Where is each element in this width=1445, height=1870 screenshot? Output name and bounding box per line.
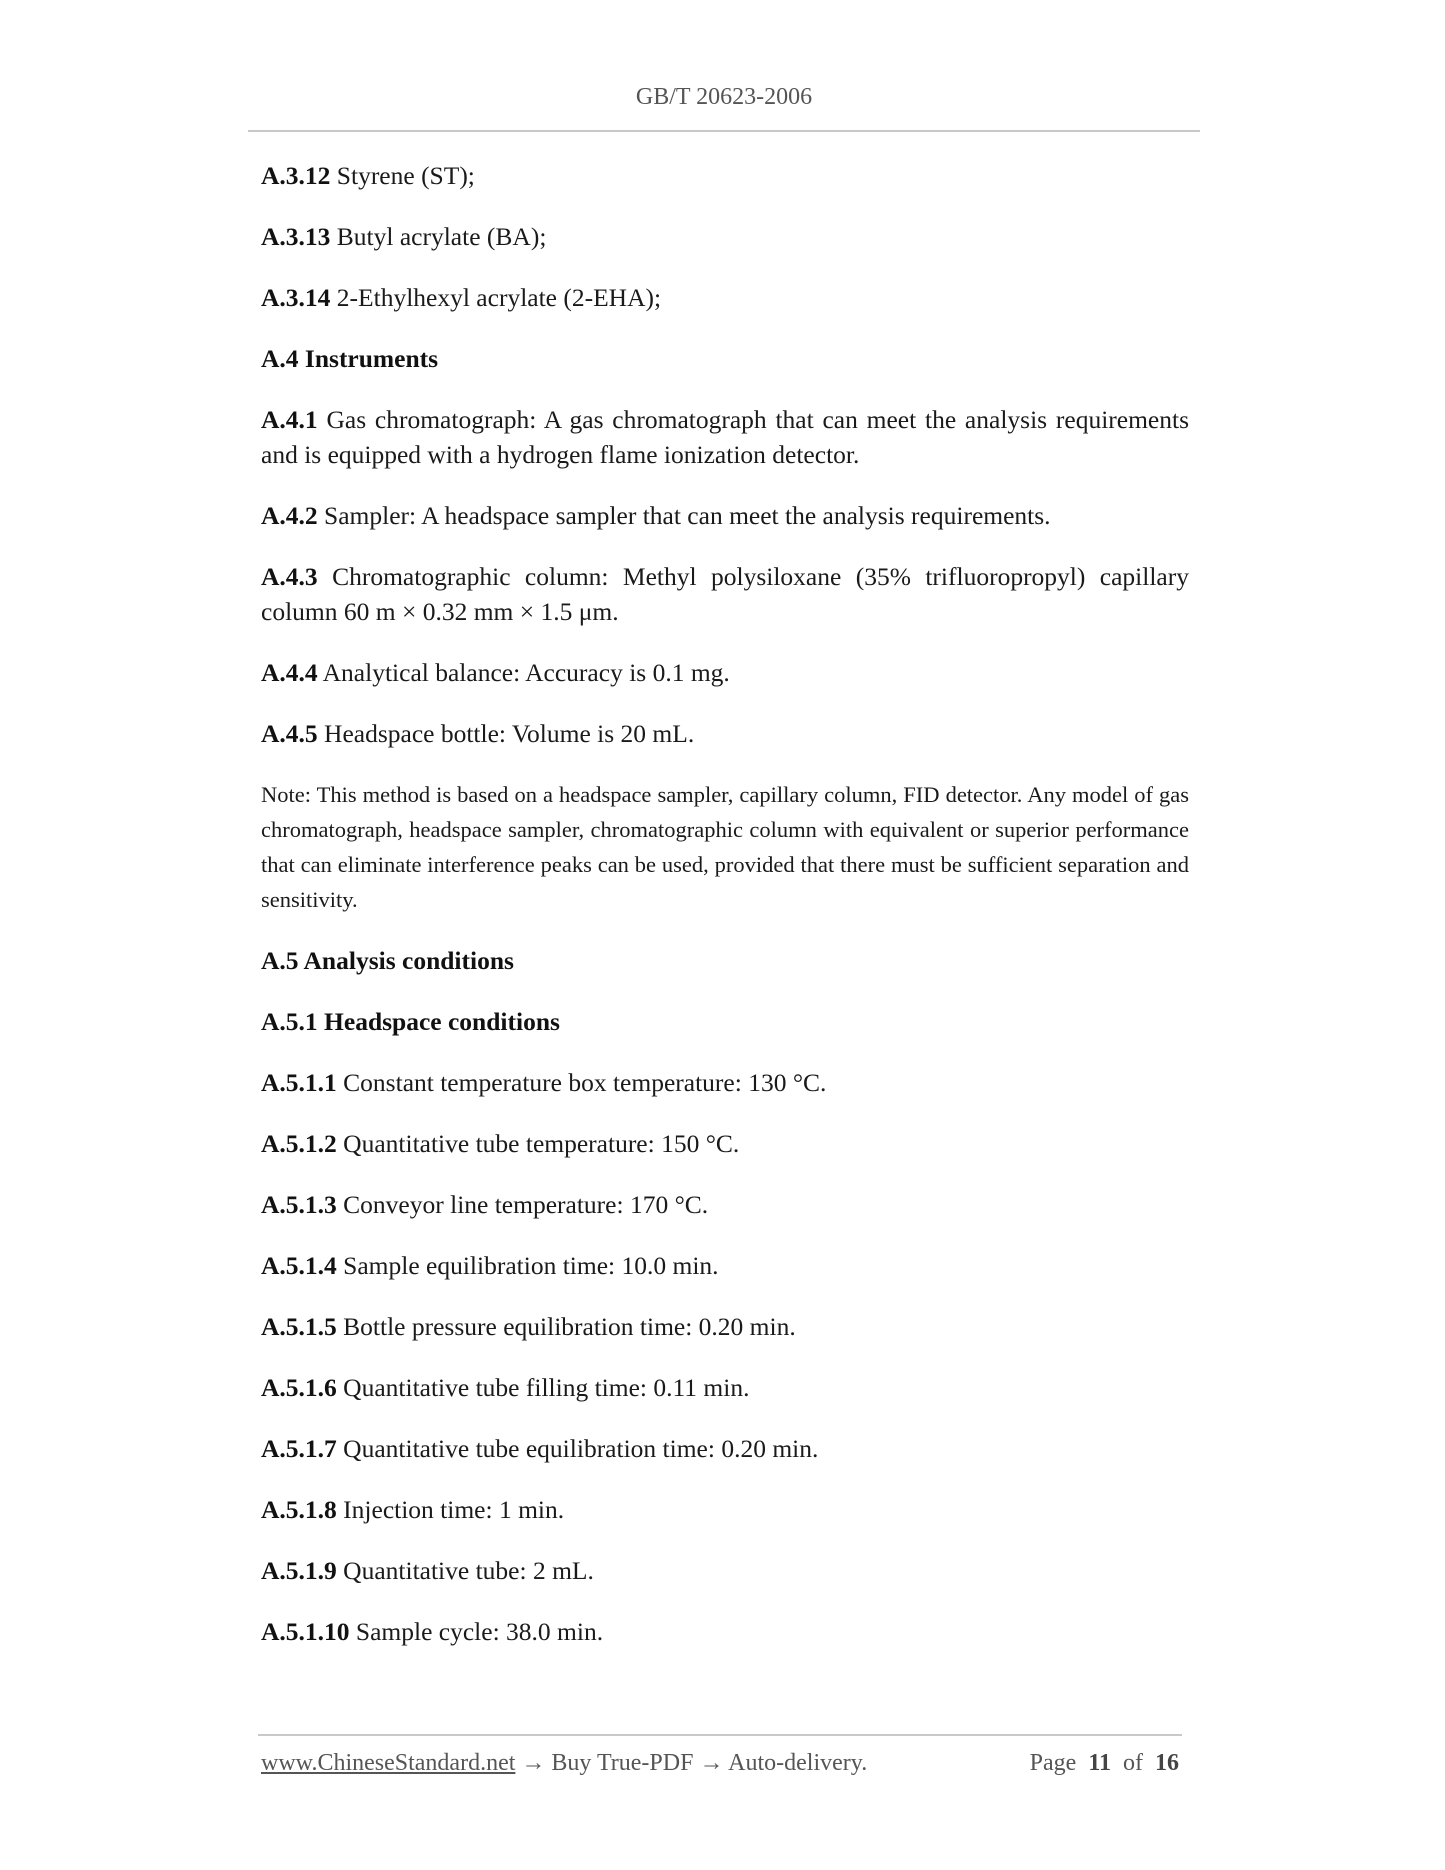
clause-number: A.3.12: [261, 161, 331, 190]
clause-number: A.5.1.1: [261, 1068, 337, 1097]
section-heading-a-5: [261, 943, 1189, 978]
clause-a-5-1-3: [261, 1187, 1189, 1222]
section-heading: A.5 Analysis conditions: [261, 946, 514, 975]
section-heading-a-4: [261, 341, 1189, 376]
clause-text: Quantitative tube temperature: 150 °C.: [336, 1129, 740, 1158]
clause-text: Analytical balance: Accuracy is 0.1 mg.: [317, 658, 730, 687]
page-number: [1030, 1750, 1179, 1777]
clause-a-3-14: [261, 280, 1189, 315]
footer-divider: [258, 1734, 1182, 1736]
clause-number: A.4.3: [261, 562, 318, 591]
clause-text: Sampler: A headspace sampler that can meet the analysis requirements.: [317, 501, 1051, 530]
buy-true-pdf-text: Buy True-PDF: [551, 1750, 694, 1776]
clause-a-5-1-7: [261, 1431, 1189, 1466]
clause-text: Constant temperature box temperature: 130 °C.: [336, 1068, 827, 1097]
arrow-right-icon: →: [521, 1750, 546, 1776]
clause-text: Styrene (ST);: [330, 161, 475, 190]
clause-a-4-5: [261, 716, 1189, 751]
clause-text: Sample equilibration time: 10.0 min.: [336, 1251, 719, 1280]
clause-a-5-1-2: [261, 1126, 1189, 1161]
clause-text: Injection time: 1 min.: [336, 1495, 565, 1524]
clause-a-3-13: [261, 219, 1189, 254]
clause-text: 2-Ethylhexyl acrylate (2-EHA);: [330, 283, 662, 312]
clause-number: A.5.1.8: [261, 1495, 337, 1524]
clause-text: Gas chromatograph: A gas chromatograph that can meet the analysis requirements and is equipped with a hydrogen flame ionization detector.: [261, 405, 1189, 469]
clause-number: A.5.1.7: [261, 1434, 337, 1463]
clause-number: A.5.1.5: [261, 1312, 337, 1341]
clause-a-4-4: [261, 655, 1189, 690]
header-divider: [248, 130, 1200, 132]
clause-a-4-1: [261, 402, 1189, 472]
clause-a-5-1-5: [261, 1309, 1189, 1344]
clause-a-4-2: [261, 498, 1189, 533]
document-body: [261, 158, 1189, 1649]
clause-text: Conveyor line temperature: 170 °C.: [336, 1190, 709, 1219]
website-link[interactable]: www.ChineseStandard.net: [261, 1750, 516, 1776]
clause-number: A.5.1.3: [261, 1190, 337, 1219]
clause-a-5-1-8: [261, 1492, 1189, 1527]
clause-a-4-3: [261, 559, 1189, 629]
note-paragraph: Note: This method is based on a headspace sampler, capillary column, FID detector. Any model of gas chromatograph, headspace sampler, chromatographic column with equivalent or superior performance that can eliminate interference peaks can be used, provided that there must be sufficient separation and sensitivity.: [261, 782, 1189, 912]
clause-number: A.4.2: [261, 501, 318, 530]
clause-a-5-1-1: [261, 1065, 1189, 1100]
clause-number: A.4.5: [261, 719, 318, 748]
clause-text: Quantitative tube equilibration time: 0.20 min.: [336, 1434, 819, 1463]
clause-number: A.4.1: [261, 405, 318, 434]
clause-text: Sample cycle: 38.0 min.: [349, 1617, 604, 1646]
clause-text: Bottle pressure equilibration time: 0.20 min.: [336, 1312, 796, 1341]
clause-number: A.5.1.9: [261, 1556, 337, 1585]
clause-number: A.5.1.4: [261, 1251, 337, 1280]
clause-number: A.5.1.6: [261, 1373, 337, 1402]
clause-a-5-1-4: [261, 1248, 1189, 1283]
page-total: 16: [1155, 1750, 1179, 1776]
clause-text: Headspace bottle: Volume is 20 mL.: [317, 719, 695, 748]
section-heading: A.5.1 Headspace conditions: [261, 1007, 560, 1036]
clause-a-5-1-6: [261, 1370, 1189, 1405]
clause-number: A.5.1.10: [261, 1617, 350, 1646]
clause-a-3-12: [261, 158, 1189, 193]
section-heading-a-5-1: [261, 1004, 1189, 1039]
auto-delivery-text: Auto-delivery.: [728, 1750, 868, 1776]
clause-a-5-1-9: [261, 1553, 1189, 1588]
page-label: Page: [1029, 1750, 1077, 1776]
clause-text: Quantitative tube: 2 mL.: [336, 1556, 594, 1585]
section-heading: A.4 Instruments: [261, 344, 439, 373]
page-footer: [261, 1750, 1179, 1777]
clause-a-5-1-10: [261, 1614, 1189, 1649]
clause-number: A.3.13: [261, 222, 331, 251]
clause-number: A.3.14: [261, 283, 331, 312]
clause-text: Butyl acrylate (BA);: [330, 222, 547, 251]
clause-number: A.5.1.2: [261, 1129, 337, 1158]
of-label: of: [1123, 1750, 1143, 1776]
clause-text: Chromatographic column: Methyl polysiloxane (35% trifluoropropyl) capillary column 60 m × 0.32 mm × 1.5 μm.: [261, 562, 1189, 626]
page-current: 11: [1088, 1750, 1111, 1776]
clause-text: Quantitative tube filling time: 0.11 min.: [336, 1373, 750, 1402]
clause-number: A.4.4: [261, 658, 318, 687]
page-header: GB/T 20623-2006: [635, 84, 813, 110]
arrow-right-icon: →: [699, 1750, 724, 1776]
